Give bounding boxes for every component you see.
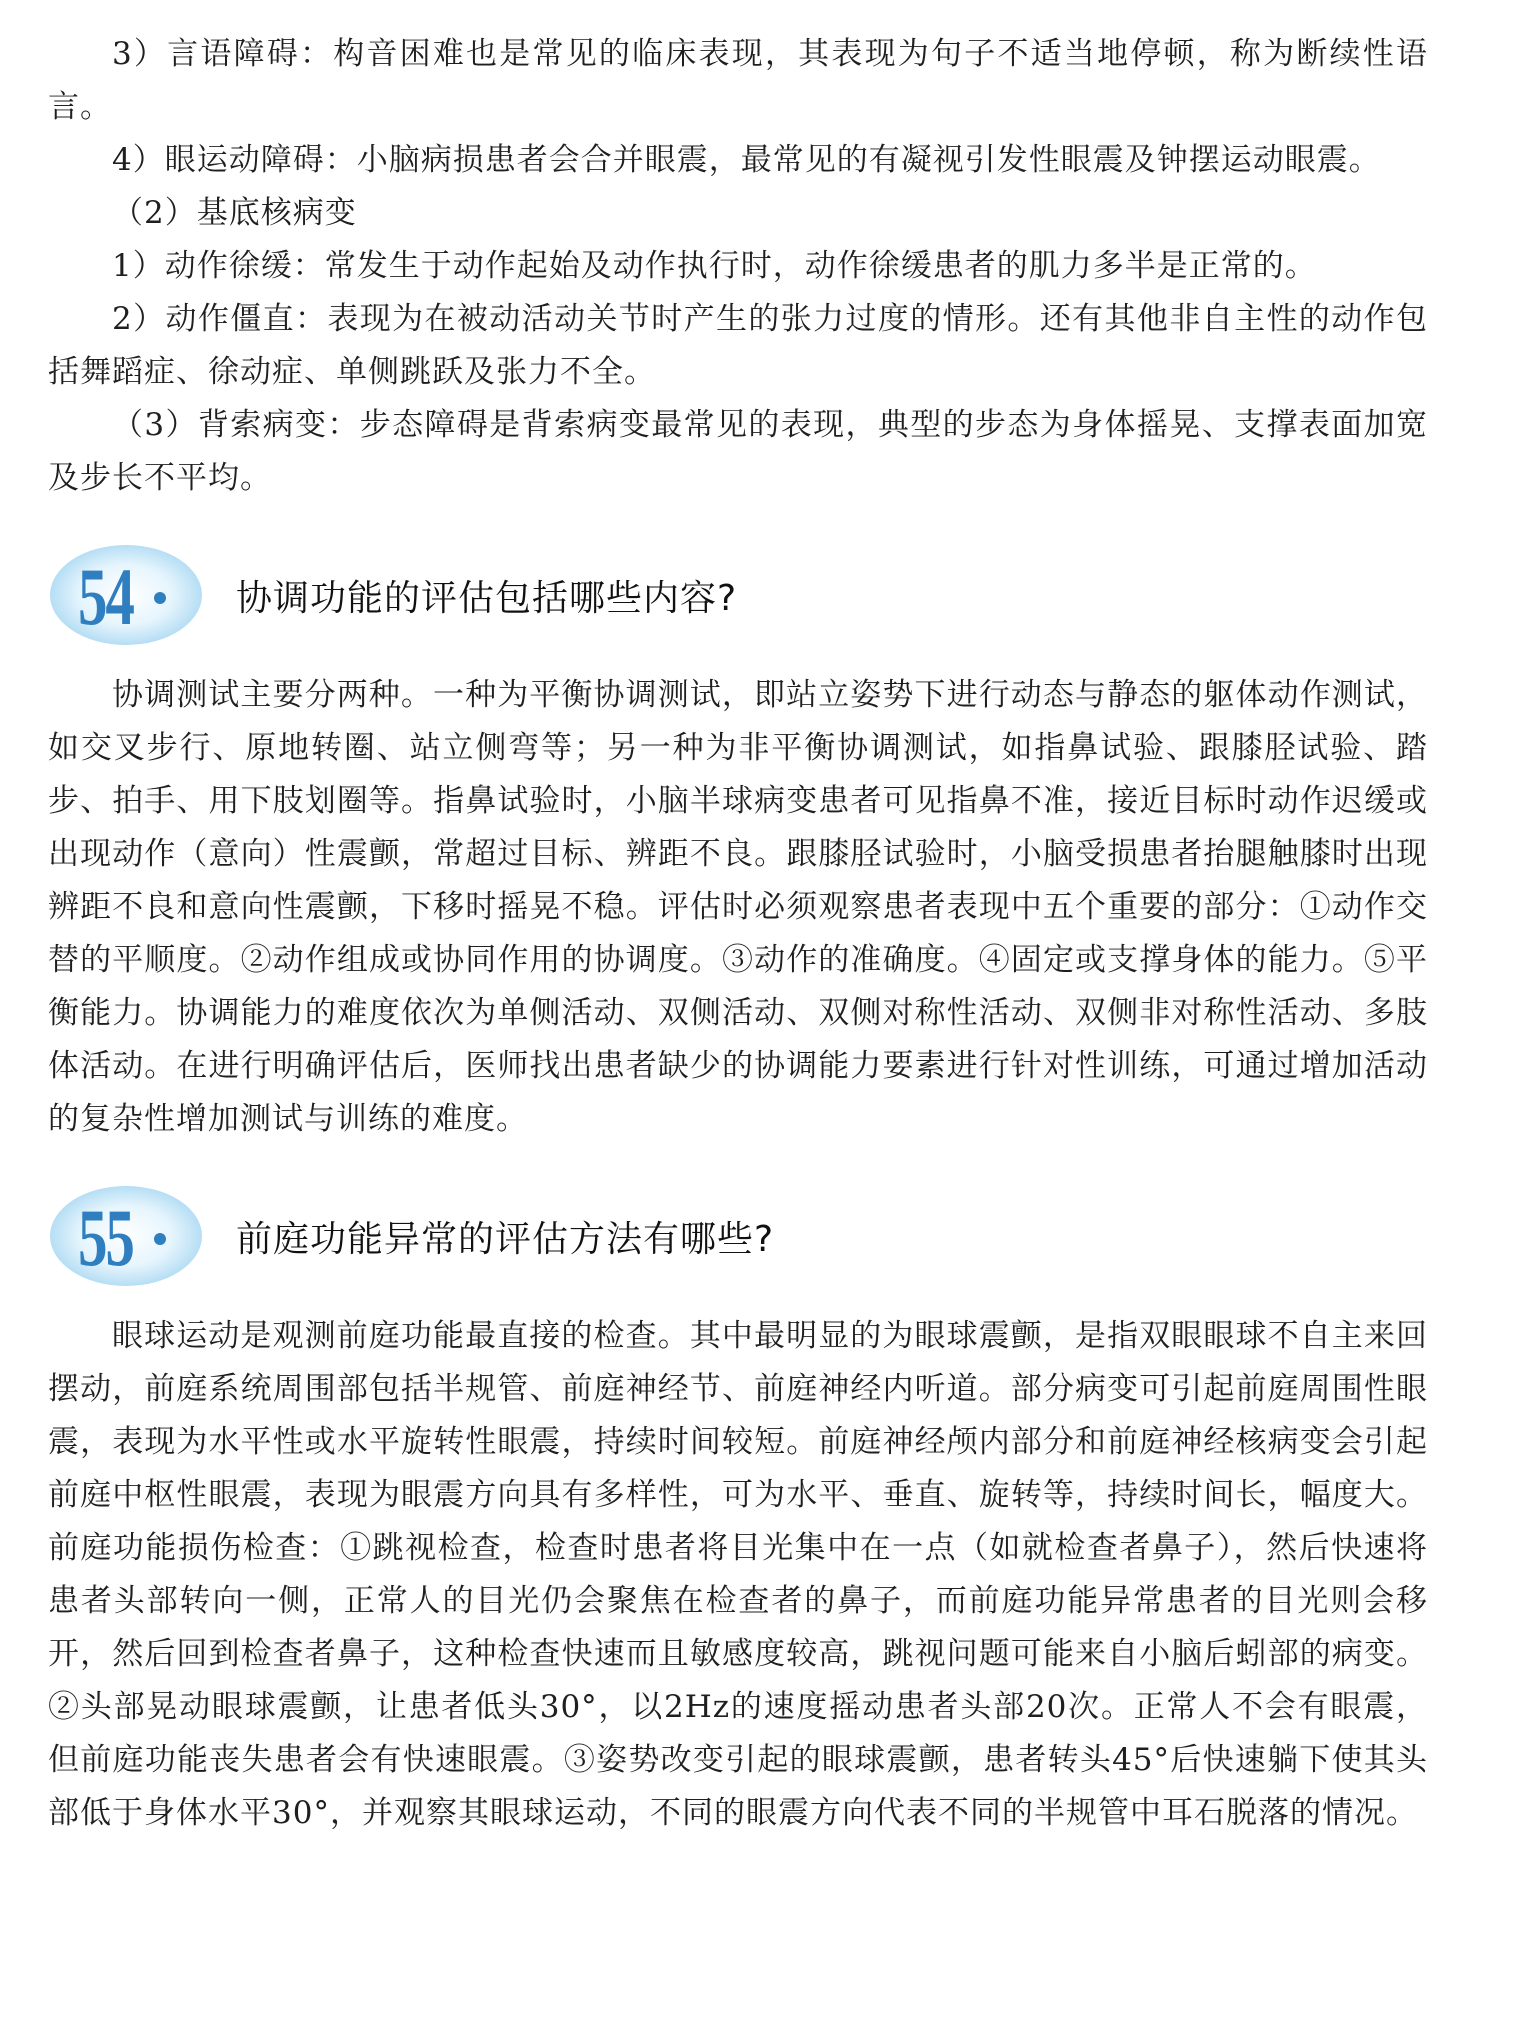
- section-title: 协调功能的评估包括哪些内容?: [236, 577, 738, 619]
- paragraph-speech-disorder: 3）言语障碍：构音困难也是常见的临床表现，其表现为句子不适当地停顿，称为断续性语言。: [48, 36, 1428, 125]
- section-body: 眼球运动是观测前庭功能最直接的检查。其中最明显的为眼球震颤，是指双眼眼球不自主来回摆动，前庭系统周围部包括半规管、前庭神经节、前庭神经内听道。部分病变可引起前庭周围性眼震，表现为水平性或水平旋转性眼震，持续时间较短。前庭神经颅内部分和前庭神经核病变会引起前庭中枢性眼震，表现为眼震方向具有多样性，可为水平、垂直、旋转等，持续时间长，幅度大。前庭功能损伤检查：①跳视检查，检查时患者将目光集中在一点（如就检查者鼻子），然后快速将患者头部转向一侧，正常人的目光仍会聚焦在检查者的鼻子，而前庭功能异常患者的目光则会移开，然后回到检查者鼻子，这种检查快速而且敏感度较高，跳视问题可能来自小脑后蚓部的病变。②头部晃动眼球震颤，让患者低头30°，以2Hz的速度摇动患者头部20次。正常人不会有眼震，但前庭功能丧失患者会有快速眼震。③姿势改变引起的眼球震颤，患者转头45°后快速躺下使其头部低于身体水平30°，并观察其眼球运动，不同的眼震方向代表不同的半规管中耳石脱落的情况。: [48, 1318, 1428, 1831]
- badge-dot-icon: [154, 1233, 166, 1245]
- section-number-badge: [48, 1181, 208, 1291]
- section-heading-55: [48, 1176, 1428, 1296]
- paragraph-dorsal-column: （3）背索病变：步态障碍是背索病变最常见的表现，典型的步态为身体摇晃、支撑表面加宽及步长不平均。: [48, 407, 1428, 496]
- paragraph-eye-movement-disorder: 4）眼运动障碍：小脑病损患者会合并眼震，最常见的有凝视引发性眼震及钟摆运动眼震。: [112, 142, 1381, 178]
- section-title: 前庭功能异常的评估方法有哪些?: [236, 1218, 775, 1260]
- subheading-basal-ganglia: （2）基底核病变: [112, 195, 357, 231]
- section-number: 55: [78, 1192, 133, 1283]
- paragraph-rigidity: 2）动作僵直：表现为在被动活动关节时产生的张力过度的情形。还有其他非自主性的动作包括舞蹈症、徐动症、单侧跳跃及张力不全。: [48, 301, 1428, 390]
- page-content: [48, 28, 1428, 1840]
- section-number-badge: [48, 540, 208, 650]
- section-number: 54: [78, 551, 133, 642]
- section-heading-54: [48, 535, 1428, 655]
- paragraph-bradykinesia: 1）动作徐缓：常发生于动作起始及动作执行时，动作徐缓患者的肌力多半是正常的。: [112, 248, 1317, 284]
- badge-dot-icon: [154, 592, 166, 604]
- section-body: 协调测试主要分两种。一种为平衡协调测试，即站立姿势下进行动态与静态的躯体动作测试，如交叉步行、原地转圈、站立侧弯等；另一种为非平衡协调测试，如指鼻试验、跟膝胫试验、踏步、拍手、用下肢划圈等。指鼻试验时，小脑半球病变患者可见指鼻不准，接近目标时动作迟缓或出现动作（意向）性震颤，常超过目标、辨距不良。跟膝胫试验时，小脑受损患者抬腿触膝时出现辨距不良和意向性震颤，下移时摇晃不稳。评估时必须观察患者表现中五个重要的部分：①动作交替的平顺度。②动作组成或协同作用的协调度。③动作的准确度。④固定或支撑身体的能力。⑤平衡能力。协调能力的难度依次为单侧活动、双侧活动、双侧对称性活动、双侧非对称性活动、多肢体活动。在进行明确评估后，医师找出患者缺少的协调能力要素进行针对性训练，可通过增加活动的复杂性增加测试与训练的难度。: [48, 677, 1428, 1137]
